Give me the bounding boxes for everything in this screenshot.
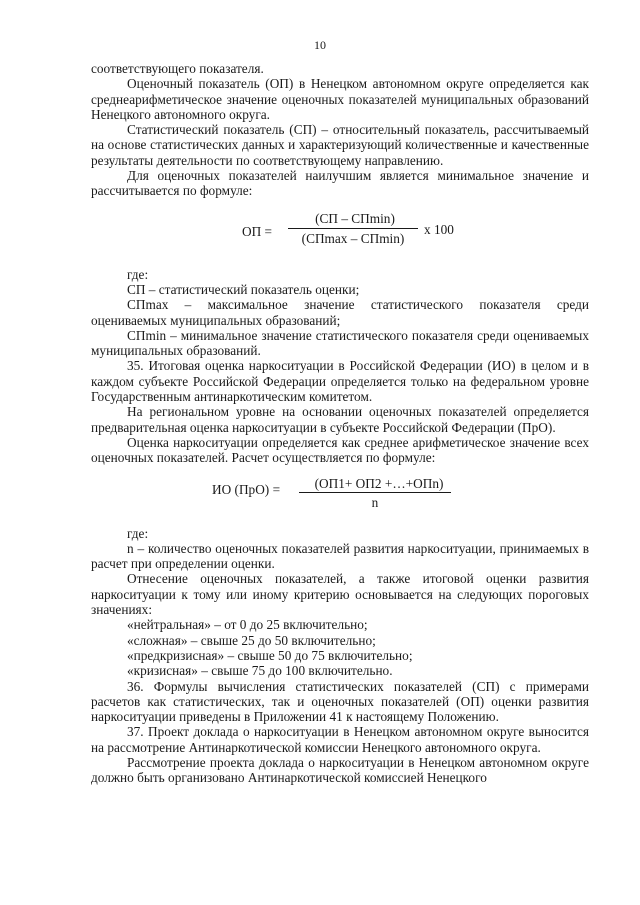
page-number: 10 [314,38,326,52]
list-item: «нейтральная» – от 0 до 25 включительно; [127,617,368,633]
definition: n – количество оценочных показателей развития наркоситуации, принимаемых в расчет при определении оценки. [91,540,589,572]
definition: СП – статистический показатель оценки; [127,281,360,297]
paragraph: Рассмотрение проекта доклада о наркоситуации в Ненецком автономном округе должно быть организовано Антинаркотической комиссией Ненецкого [91,754,589,786]
paragraph: 37. Проект доклада о наркоситуации в Ненецком автономном округе выносится на рассмотрение Антинаркотической комиссии Ненецкого автономного округа. [91,724,589,755]
paragraph: соответствующего показателя. [91,61,264,76]
paragraph: На региональном уровне на основании оценочных показателей определяется предварительная оценка наркоситуации в субъекте Российской Федерации (ПрО). [91,404,589,435]
formula-op [91,211,589,251]
list-item: «предкризисная» – свыше 50 до 75 включительно; [127,647,413,663]
fraction-bar [299,492,451,493]
list-item: «кризисная» – свыше 75 до 100 включительно. [127,663,393,679]
document-body [91,61,589,786]
paragraph: Для оценочных показателей наилучшим является минимальное значение и рассчитывается по формуле: [91,168,589,199]
formula-numerator: (ОП1+ ОП2 +…+ОПn) [314,475,444,491]
formula-numerator: (СП – СПmin) [315,210,395,226]
formula-multiplier: х 100 [424,221,454,237]
formula-lhs: ОП = [242,223,273,239]
formula-io [91,476,589,514]
paragraph: Оценка наркоситуации определяется как среднее арифметическое значение всех оценочных показателей. Расчет осуществляется по формуле: [91,434,589,466]
paragraph: где: [127,266,149,282]
formula-lhs: ИО (ПрО) = [212,481,281,497]
list-item: «сложная» – свыше 25 до 50 включительно; [127,632,376,648]
paragraph: 35. Итоговая оценка наркоситуации в Российской Федерации (ИО) в целом и в каждом субъекте Российской Федерации определяется только на федеральном уровне Государственным антинаркотическим комитетом. [91,358,589,405]
paragraph: Оценочный показатель (ОП) в Ненецком автономном округе определяется как среднеарифметическое значение оценочных показателей муниципальных образований Ненецкого автономного округа. [91,76,589,122]
definition: СПmin – минимальное значение статистического показателя среди оцениваемых муниципальных образований. [91,327,589,359]
formula-denominator: n [371,494,379,510]
paragraph: 36. Формулы вычисления статистических показателей (СП) с примерами расчетов как статистических, так и оценочных показателей (ОП) оценки развития наркоситуации приведены в Приложении 41 к настоящему Положению. [91,678,589,725]
paragraph: где: [127,525,149,541]
formula-denominator: (СПmax – СПmin) [301,230,405,246]
definition: СПmax – максимальное значение статистического показателя среди оцениваемых муниципальных образований; [91,297,589,328]
paragraph: Статистический показатель (СП) – относительный показатель, рассчитываемый на основе статистических данных и характеризующий количественные и качественные результаты деятельности по соответствующему направлению. [91,122,589,168]
paragraph: Отнесение оценочных показателей, а также итоговой оценки развития наркоситуации к тому или иному критерию основывается на следующих пороговых значениях: [91,571,589,618]
fraction-bar [288,228,418,229]
